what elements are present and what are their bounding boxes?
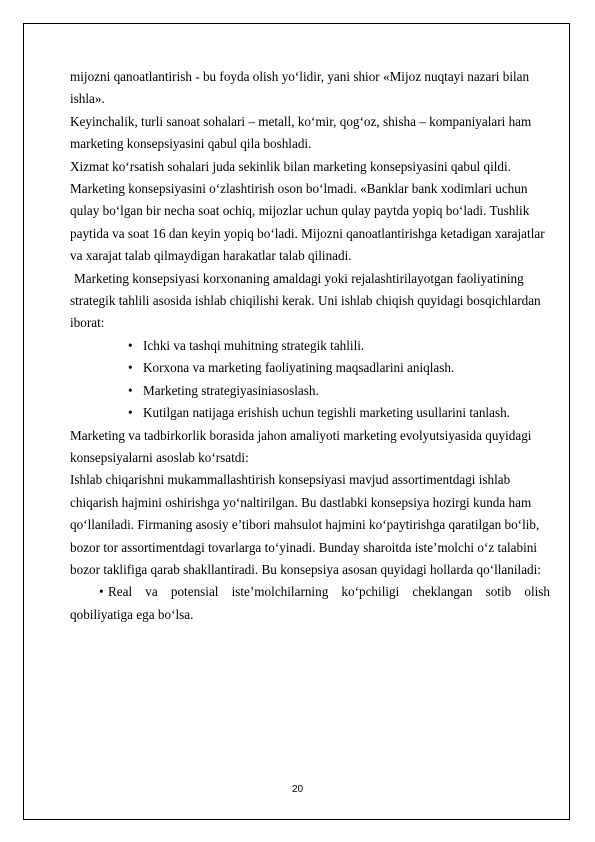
list-item: • Korxona va marketing faoliyatining maqsadlarini aniqlash. — [128, 357, 550, 379]
paragraph: Keyinchalik, turli sanoat sohalari – metall, ko‘mir, qog‘oz, shisha – kompaniyalari ham marketing konsepsiyasini qabul qila boshladi. — [70, 113, 532, 152]
page-number: 20 — [291, 784, 304, 795]
paragraph: Xizmat ko‘rsatish sohalari juda sekinlik bilan marketing konsepsiyasini qabul qildi. Marketing konsepsiyasini o‘zlashtirish oson bo‘lmadi. «Banklar bank xodimlari uchun qulay bo‘lgan bir necha soat ochiq, mijozlar uchun qulay paytda yopiq bo‘ladi. Tushlik paytida va soat 16 dan keyin yopiq bo‘ladi. Mijozni qanoatlantirishga ketadigan xarajatlar va xarajat talab qilmaydigan harakatlar talab qilinadi. — [70, 158, 545, 264]
list-item: • Real va potensial iste’molchilarning ko‘pchiligi cheklangan sotib olish — [70, 581, 550, 603]
document-body — [70, 66, 550, 626]
list-item-continuation: qobiliyatiga ega bo‘lsa. — [70, 606, 194, 622]
paragraph: mijozni qanoatlantirish - bu foyda olish yo‘lidir, yani shior «Mijoz nuqtayi nazari bilan ishla». — [70, 69, 530, 107]
list-item: • Kutilgan natijaga erishish uchun tegishli marketing usullarini tanlash. — [128, 402, 550, 424]
paragraph: Ishlab chiqarishni mukammallashtirish konsepsiyasi mavjud assortimentdagi ishlab chiqarish hajmini oshirishga yo‘naltirilgan. Bu dastlabki konsepsiya hozirgi kunda ham qo‘llaniladi. Firmaning asosiy e’tibori mahsulot hajmini ko‘paytirishga qaratilgan bo‘lib, bozor tor assortimentdagi tovarlarga to‘yinadi. Bunday sharoitda iste’molchi o‘z talabini bozor taklifiga qarab shakllantiradi. Bu konsepsiya asosan quyidagi hollarda qo‘llaniladi: — [70, 472, 541, 577]
stages-list — [70, 335, 550, 425]
paragraph: Marketing konsepsiyasi korxonaning amaldagi yoki rejalashtirilayotgan faoliyatining strategik tahlili asosida ishlab chiqilishi kerak. Uni ishlab chiqish quyidagi bosqichlardan iborat: — [70, 270, 541, 331]
list-item: • Ichki va tashqi muhitning strategik tahlili. — [128, 335, 550, 357]
paragraph: Marketing va tadbirkorlik borasida jahon amaliyoti marketing evolyutsiyasida quyidagi konsepsiyalarni asoslab ko‘rsatdi: — [70, 427, 532, 465]
list-item: • Marketing strategiyasiniasoslash. — [128, 380, 550, 402]
